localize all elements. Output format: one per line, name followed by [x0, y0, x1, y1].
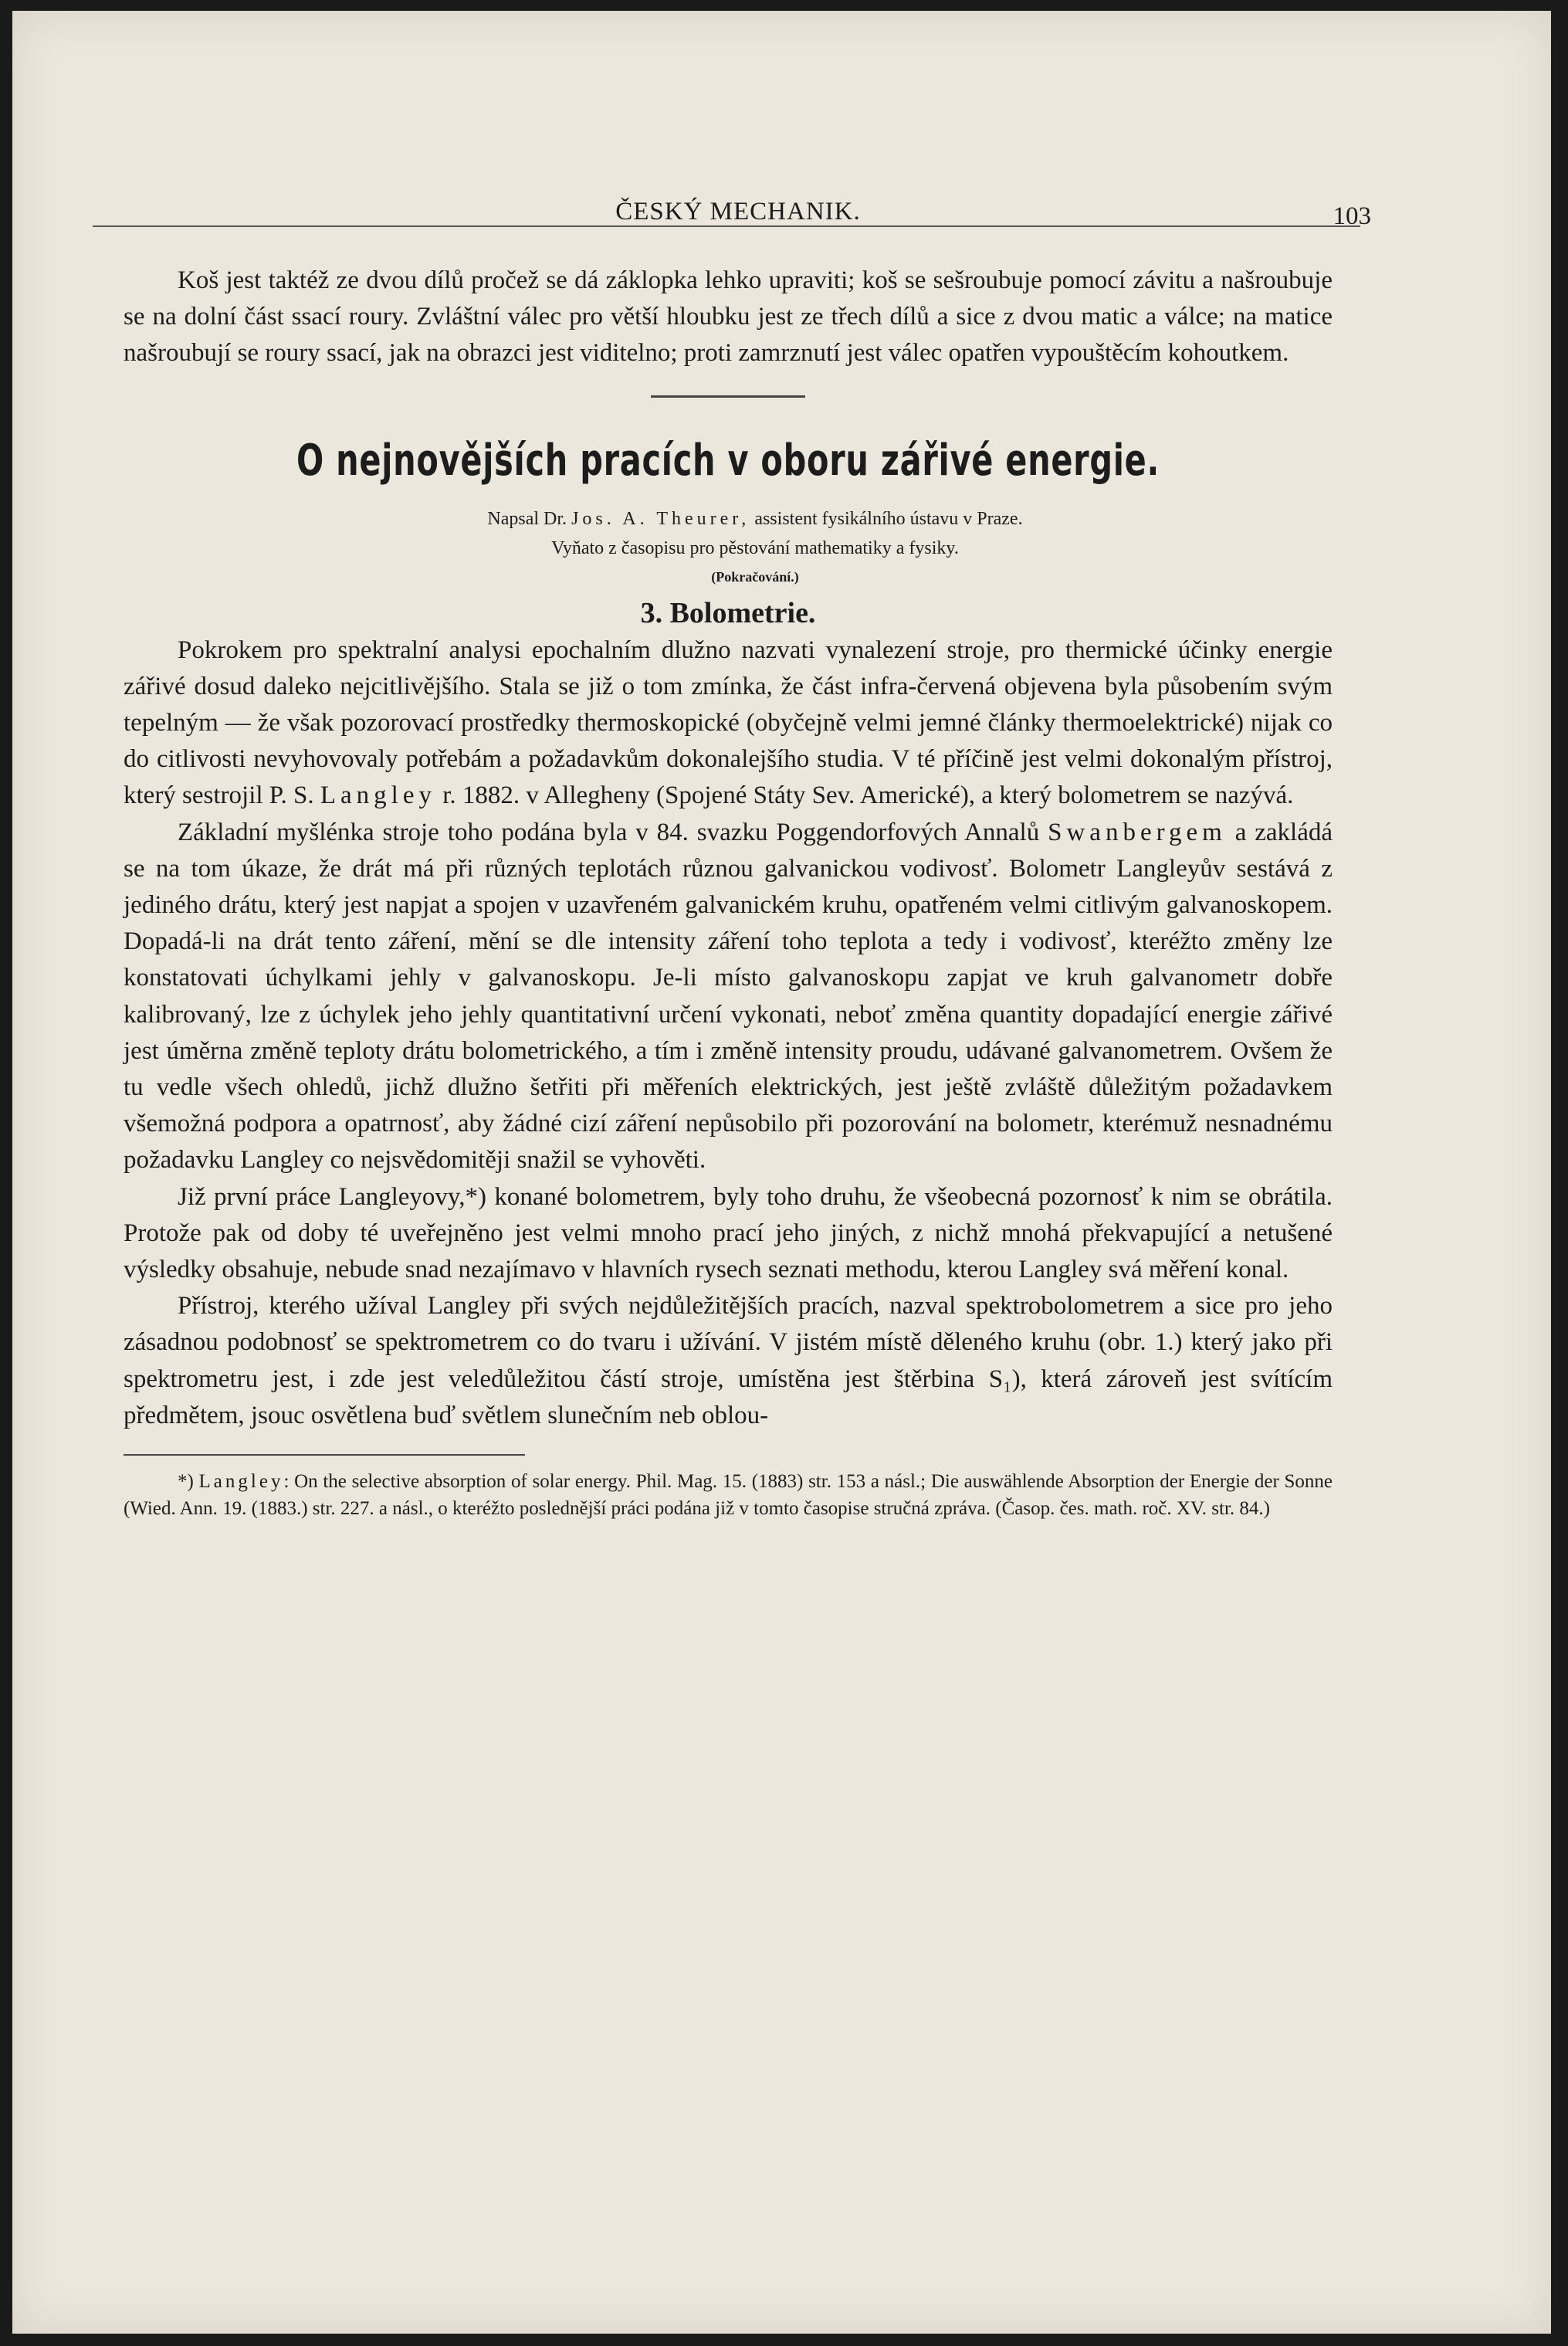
article-byline — [124, 504, 1333, 534]
p1-text-b: r. 1882. v Allegheny (Spojené Státy Sev. Americké), a který bolometrem se nazývá. — [435, 781, 1294, 810]
page-header — [105, 198, 1371, 236]
footnote-rule — [124, 1454, 525, 1456]
byline-affiliation: assistent fysikálního ústavu v Praze. — [750, 508, 1023, 529]
byline-prefix: Napsal Dr. — [487, 508, 572, 529]
body-paragraph-4: Přístroj, kterého užíval Langley při svých nejdůležitějších pracích, nazval spektrobolometrem a sice pro jeho zásadnou podobnosť se spektrometrem co do tvaru i užívání. V jistém místě děleného kruhu (obr. 1.) který jako při spektrometru jest, i zde jest veledůležitou částí stroje, umístěna jest štěrbina S₁), která zároveň jest svítícím předmětem, jsouc osvětlena buď světlem slunečním neb oblou- — [124, 1292, 1333, 1429]
footnote-name: Langley — [198, 1471, 284, 1493]
author-name: Jos. A. Theurer, — [571, 508, 750, 529]
header-rule — [93, 225, 1360, 227]
body-paragraph-1 — [124, 632, 1333, 815]
running-title: ČESKÝ MECHANIK. — [615, 198, 861, 225]
body-paragraph-2 — [124, 815, 1333, 1179]
p1-text-a: Pokrokem pro spektralní analysi epochalním dlužno nazvati vynalezení stroje, pro thermické účinky energie zářivé dosud daleko nejcitlivějšího. Stala se již o tom zmínka, že část infra-červená objevena byla působením svým tepelným — že však pozorovací prostředky thermoskopické (obyčejně velmi jemné články thermoelektrické) nijak co do citlivosti nevyhovovaly potřebám a požadavkům dokonalejšího studia. V té příčině jest velmi dokonalým přístroj, který sestrojil P. S. — [124, 636, 1333, 810]
p1-name: Langley — [320, 781, 436, 810]
p2-text-b: a zakládá se na tom úkaze, že drát má při různých teplotách různou galvanickou vodivosť. Bolometr Langleyův sestává z jediného drátu, který jest napjat a spojen v uzavřeném galvanickém kruhu, opatřeném velmi citlivým galvanoskopem. Dopadá-li na drát tento záření, mění se dle intensity záření toho teplota a tedy i vodivosť, kteréžto změny lze konstatovati úchylkami jehly v galvanoskopu. Je-li místo galvanoskopu zapjat ve kruh galvanometr dobře kalibrovaný, lze z úchylek jeho jehly quantitativní určení vykonati, neboť změna quantity dopadající energie zářivé jest úměrna změně teploty drátu bolometrického, a tím i změně intensity proudu, udávané galvanometrem. Ovšem že tu vedle všech ohledů, jichž dlužno šetřiti při měřeních elektrických, jest ještě zvláště důležitým požadavkem všemožná podpora a opatrnosť, aby žádné cizí záření nepůsobilo při pozorování na bolometr, kterémuž nesnadnému požadavku Langley co nejsvědomitěji snažil se vyhověti. — [124, 818, 1333, 1175]
section-heading: 3. Bolometrie. — [640, 596, 816, 629]
article-title: O nejnovějších pracích v oboru zářivé energie. — [296, 435, 1160, 486]
intro-paragraph: Koš jest taktéž ze dvou dílů pročež se dá záklopka lehko upraviti; koš se sešroubuje pomocí závitu a našroubuje se na dolní část ssací roury. Zvláštní válec pro větší hloubku jest ze třech dílů a sice z dvou matic a válce; na matice našroubují se roury ssací, jak na obrazci jest viditelno; proti zamrznutí jest válec opatřen vypouštěcím kohoutkem. — [124, 266, 1333, 368]
footnote-marker: *) — [178, 1471, 199, 1493]
page-content — [124, 263, 1333, 1522]
footnote — [124, 1468, 1333, 1522]
footnote-text: : On the selective absorption of solar energy. Phil. Mag. 15. (1883) str. 153 a násl.; Die auswählende Absorption der Energie der Sonne (Wied. Ann. 19. (1883.) str. 227. a násl., o kteréžto poslednější práci podána již v tomto časopise stručná zpráva. (Časop. čes. math. roč. XV. str. 84.) — [124, 1471, 1333, 1520]
continued-note: (Pokračování.) — [711, 568, 799, 585]
article-source: Vyňato z časopisu pro pěstování mathematiky a fysiky. — [551, 537, 959, 558]
body-paragraph-3: Již první práce Langleyovy,*) konané bolometrem, byly toho druhu, že všeobecná pozornosť k nim se obrátila. Protože pak od doby té uveřejněno jest velmi mnoho prací jeho jiných, z nichž mnohá překvapující a netušené výsledky obsahuje, nebude snad nezajímavo v hlavních rysech seznati methodu, kterou Langley svá měření konal. — [124, 1182, 1333, 1284]
section-divider — [651, 395, 805, 398]
page-number: 103 — [1333, 202, 1371, 230]
p2-name: Swanbergem — [1048, 818, 1227, 846]
p2-text-a: Základní myšlénka stroje toho podána byla v 84. svazku Poggendorfových Annalů — [178, 818, 1048, 846]
